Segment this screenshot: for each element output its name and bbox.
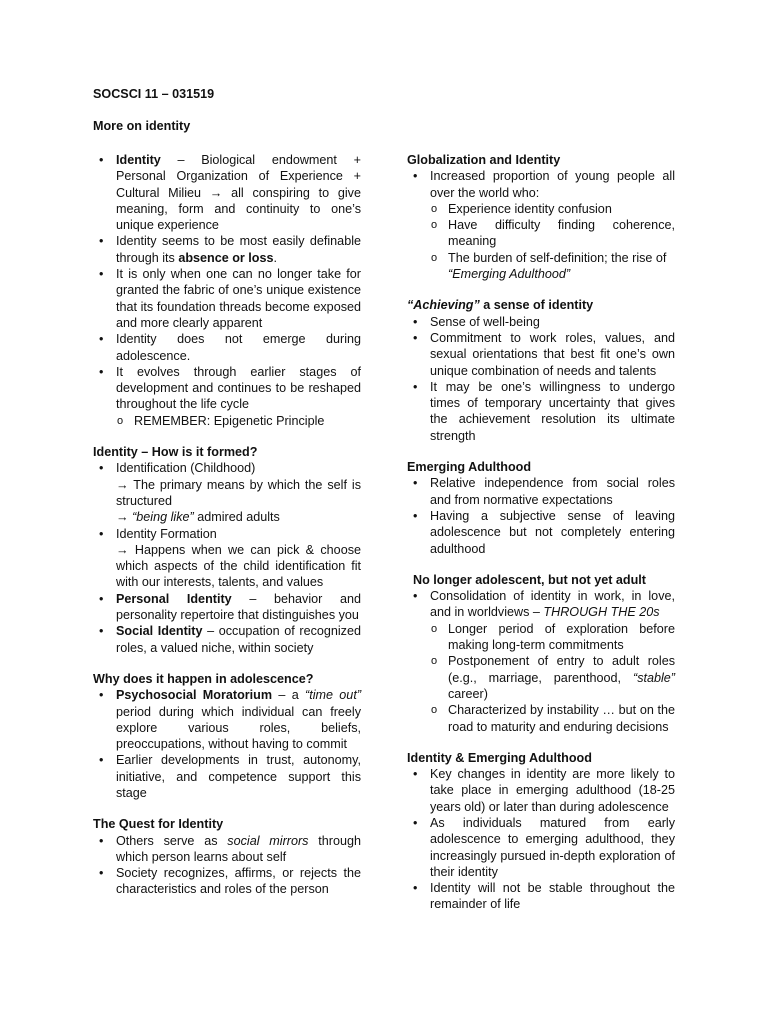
list-item: • Commitment to work roles, values, and sexual orientations that best fit one’s own unique combination of needs and talents: [407, 330, 675, 379]
section-heading: Globalization and Identity: [407, 153, 561, 167]
why-list: [93, 687, 361, 801]
formed-list: [93, 460, 361, 656]
list-item: • Social Identity – occupation of recognized roles, a valued niche, within society: [93, 623, 361, 656]
list-item: • Earlier developments in trust, autonomy, initiative, and competence support this stage: [93, 752, 361, 801]
sub-list-item: o Have difficulty finding coherence, meaning: [430, 217, 675, 250]
section-heading: “Achieving” a sense of identity: [407, 298, 594, 313]
section-heading: No longer adolescent, but not yet adult: [413, 572, 646, 587]
list-item: • Identity Formation → Happens when we can pick & choose which aspects of the child identification fit with our interests, talents, and values: [93, 526, 361, 591]
sub-list-item: o REMEMBER: Epigenetic Principle: [116, 413, 361, 429]
list-item: • It evolves through earlier stages of development and continues to be reshaped throughout the life cycle o REMEMBER: Epigenetic Principle: [93, 364, 361, 429]
achieving-list: [407, 314, 675, 444]
list-item: • Psychosocial Moratorium – a “time out” period during which individual can freely explore various roles, beliefs, preoccupations, without having to commit: [93, 687, 361, 752]
list-item: • Personal Identity – behavior and personality repertoire that distinguishes you: [93, 591, 361, 624]
list-item: • Sense of well-being: [407, 314, 675, 330]
sub-list: [116, 413, 361, 429]
section-heading: Identity & Emerging Adulthood: [407, 750, 592, 765]
right-column: [407, 152, 675, 913]
sub-list-item: o Longer period of exploration before making long-term commitments: [430, 621, 675, 654]
list-item: • Identity – Biological endowment + Personal Organization of Experience + Cultural Milieu → all conspiring to give meaning, form and continuity to one’s unique experience: [93, 152, 361, 233]
intro-list: [93, 152, 361, 429]
no-longer-list: [407, 588, 675, 735]
list-item: • Identity seems to be most easily definable through its absence or loss.: [93, 233, 361, 266]
emerging-list: [407, 475, 675, 556]
list-item: • Identification (Childhood) → The primary means by which the self is structured → “being like” admired adults: [93, 460, 361, 525]
list-item: • It is only when one can no longer take for granted the fabric of one’s unique existence that its foundation threads become exposed and more clearly apparent: [93, 266, 361, 331]
list-item: • Relative independence from social roles and from normative expectations: [407, 475, 675, 508]
sub-list-item: o The burden of self-definition; the rise of “Emerging Adulthood”: [430, 250, 675, 283]
list-item: • Consolidation of identity in work, in love, and in worldviews – THROUGH THE 20s o Longer period of exploration before making long-term commitments o Postponement of entry to adult roles (e.g., marriage, parenthood, “stable” career) o Characterized by instability … but on the road to maturity and enduring decisions: [407, 588, 675, 735]
quest-list: [93, 833, 361, 898]
identity-emerging-list: [407, 766, 675, 913]
left-column: [93, 152, 361, 898]
sub-list-item: o Experience identity confusion: [430, 201, 675, 217]
sub-list: [430, 621, 675, 735]
list-item: • Key changes in identity are more likely to take place in emerging adulthood (18-25 years old) or later than during adolescence: [407, 766, 675, 815]
list-item: • Society recognizes, affirms, or rejects the characteristics and roles of the person: [93, 865, 361, 898]
document-subtitle: More on identity: [93, 119, 191, 133]
sub-list: [430, 201, 675, 282]
list-item: • It may be one’s willingness to undergo times of temporary uncertainty that gives the achievement resolution its ultimate strength: [407, 379, 675, 444]
section-heading: Identity – How is it formed?: [93, 445, 258, 460]
list-item: • Having a subjective sense of leaving adolescence but not completely entering adulthood: [407, 508, 675, 557]
section-heading: Emerging Adulthood: [407, 460, 532, 475]
list-item: • Identity will not be stable throughout the remainder of life: [407, 880, 675, 913]
glob-list: [407, 168, 675, 282]
section-heading: Why does it happen in adolescence?: [93, 671, 314, 686]
list-item: • Identity does not emerge during adolescence.: [93, 331, 361, 364]
sub-list-item: o Postponement of entry to adult roles (e.g., marriage, parenthood, “stable” career): [430, 653, 675, 702]
list-item: • Others serve as social mirrors through which person learns about self: [93, 833, 361, 866]
list-item: • As individuals matured from early adolescence to emerging adulthood, they increasingly pursued in-depth exploration of their identity: [407, 815, 675, 880]
list-item: • Increased proportion of young people all over the world who: o Experience identity confusion o Have difficulty finding coherence, meaning o The burden of self-definition; the rise of “Emerging Adulthood”: [407, 168, 675, 282]
section-heading: The Quest for Identity: [93, 817, 224, 832]
document-title: SOCSCI 11 – 031519: [93, 87, 215, 101]
sub-list-item: o Characterized by instability … but on the road to maturity and enduring decisions: [430, 702, 675, 735]
